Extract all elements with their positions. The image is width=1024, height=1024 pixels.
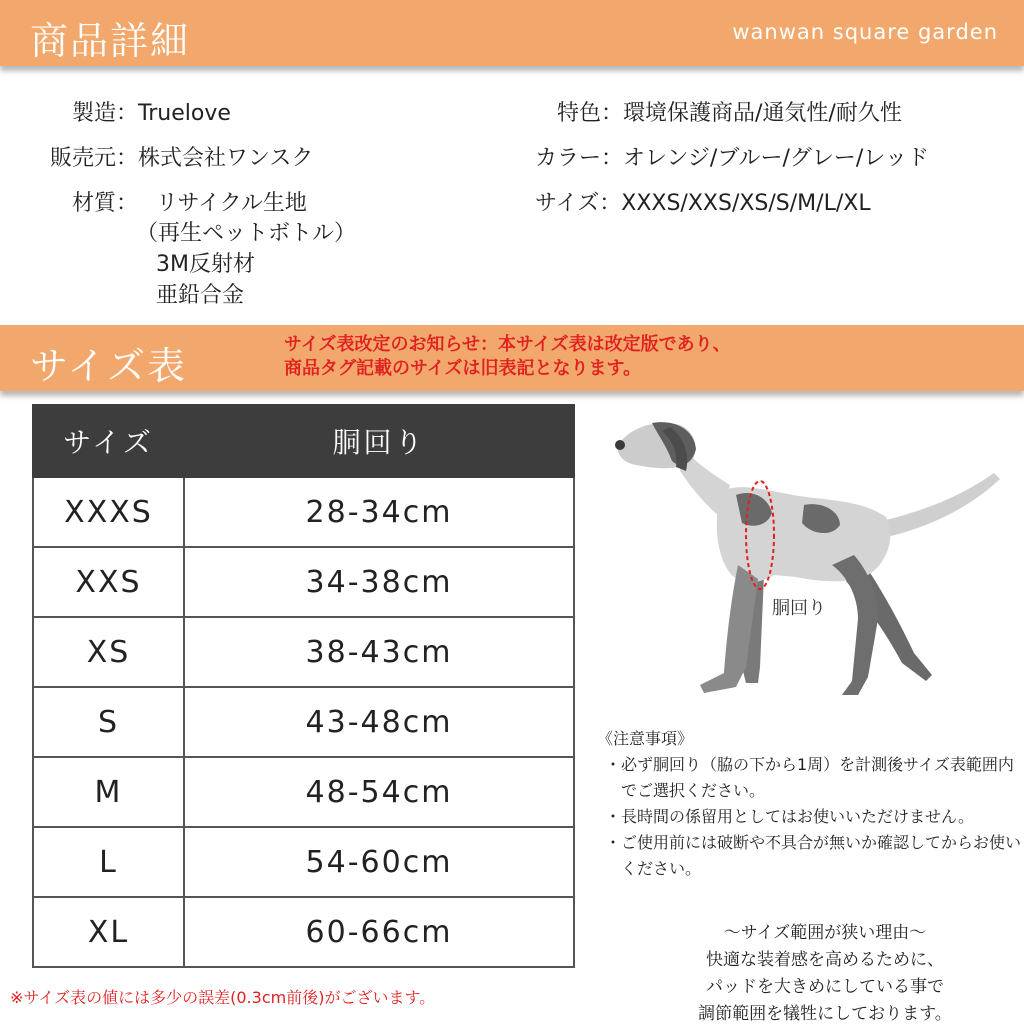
dog-tail — [874, 473, 1000, 539]
spec-material-label: 材質： — [72, 191, 139, 216]
girth-label: 胴回り — [772, 598, 826, 619]
spec-size — [535, 186, 871, 217]
size-cell: XL — [33, 897, 184, 967]
size-cell: XS — [33, 617, 184, 687]
table-row — [33, 547, 574, 617]
spec-feature-value: 環境保護商品/通気性/耐久性 — [623, 101, 902, 126]
size-notice-line-1: サイズ表改定のお知らせ：本サイズ表は改定版であり、 — [284, 334, 731, 355]
caution-item: ・長時間の係留用としてはお使いいただけません。 — [605, 807, 974, 826]
size-range-reason — [640, 920, 1010, 1024]
girth-cell: 38-43cm — [184, 617, 574, 687]
table-header-girth: 胴回り — [184, 405, 574, 477]
size-cell: L — [33, 827, 184, 897]
size-notice-line-2: 商品タグ記載のサイズは旧表記となります。 — [284, 358, 642, 379]
table-row — [33, 897, 574, 967]
girth-cell: 43-48cm — [184, 687, 574, 757]
girth-cell: 28-34cm — [184, 477, 574, 547]
reason-line: 快適な装着感を高めるために、 — [706, 950, 944, 970]
reason-line: 調節範囲を犠牲にしております。 — [698, 1004, 952, 1024]
size-cell: M — [33, 757, 184, 827]
spec-seller — [50, 141, 313, 172]
table-row — [33, 617, 574, 687]
size-table — [32, 404, 575, 968]
spec-seller-label: 販売元： — [50, 146, 139, 171]
reason-line: パッドを大きめにしている事で — [706, 977, 944, 997]
size-cell: XXXS — [33, 477, 184, 547]
girth-cell: 54-60cm — [184, 827, 574, 897]
caution-item: ・必ず胴回り（脇の下から1周）を計測後サイズ表範囲内でご選択ください。 — [605, 755, 1014, 800]
spec-seller-value: 株式会社ワンスク — [138, 146, 314, 171]
spec-maker-value: Truelove — [138, 101, 231, 126]
spec-size-value: XXXS/XXS/XS/S/M/L/XL — [621, 191, 871, 216]
spec-maker-label: 製造： — [72, 101, 139, 126]
details-header-bar — [0, 0, 1024, 66]
spec-color-value: オレンジ/ブルー/グレー/レッド — [623, 146, 930, 171]
girth-cell: 48-54cm — [184, 757, 574, 827]
spec-material-line-3: 3M反射材 — [156, 252, 255, 277]
spec-color-label: カラー： — [535, 146, 624, 171]
girth-cell: 60-66cm — [184, 897, 574, 967]
caution-heading: 《注意事項》 — [597, 729, 694, 748]
brand-name: wanwan square garden — [732, 20, 998, 44]
table-row — [33, 477, 574, 547]
table-row — [33, 687, 574, 757]
dog-nose — [615, 440, 625, 450]
spec-material-line-1: リサイクル生地 — [156, 191, 307, 216]
reason-heading: 〜サイズ範囲が狭い理由〜 — [723, 923, 927, 943]
size-cell: S — [33, 687, 184, 757]
spec-material-line-2: （再生ペットボトル） — [136, 221, 357, 246]
spec-feature — [557, 96, 902, 127]
size-footnote: ※サイズ表の値には多少の誤差(0.3cm前後)がございます。 — [10, 988, 436, 1007]
size-header-bar — [0, 325, 1024, 391]
size-title: サイズ表 — [30, 344, 187, 388]
table-row — [33, 827, 574, 897]
size-cell: XXS — [33, 547, 184, 617]
table-row — [33, 757, 574, 827]
spec-size-label: サイズ： — [535, 191, 622, 216]
dog-illustration — [596, 405, 1014, 715]
spec-color — [535, 141, 929, 172]
details-title: 商品詳細 — [30, 19, 191, 63]
size-notice — [284, 333, 731, 381]
table-header-row — [33, 405, 574, 477]
girth-cell: 34-38cm — [184, 547, 574, 617]
spec-material-line-4: 亜鉛合金 — [156, 283, 245, 308]
table-header-size: サイズ — [33, 405, 184, 477]
spec-feature-label: 特色： — [557, 101, 624, 126]
caution-item: ・ご使用前には破断や不具合が無いか確認してからお使いください。 — [605, 833, 1022, 878]
spec-maker — [72, 96, 231, 127]
caution-notes — [597, 726, 1022, 882]
